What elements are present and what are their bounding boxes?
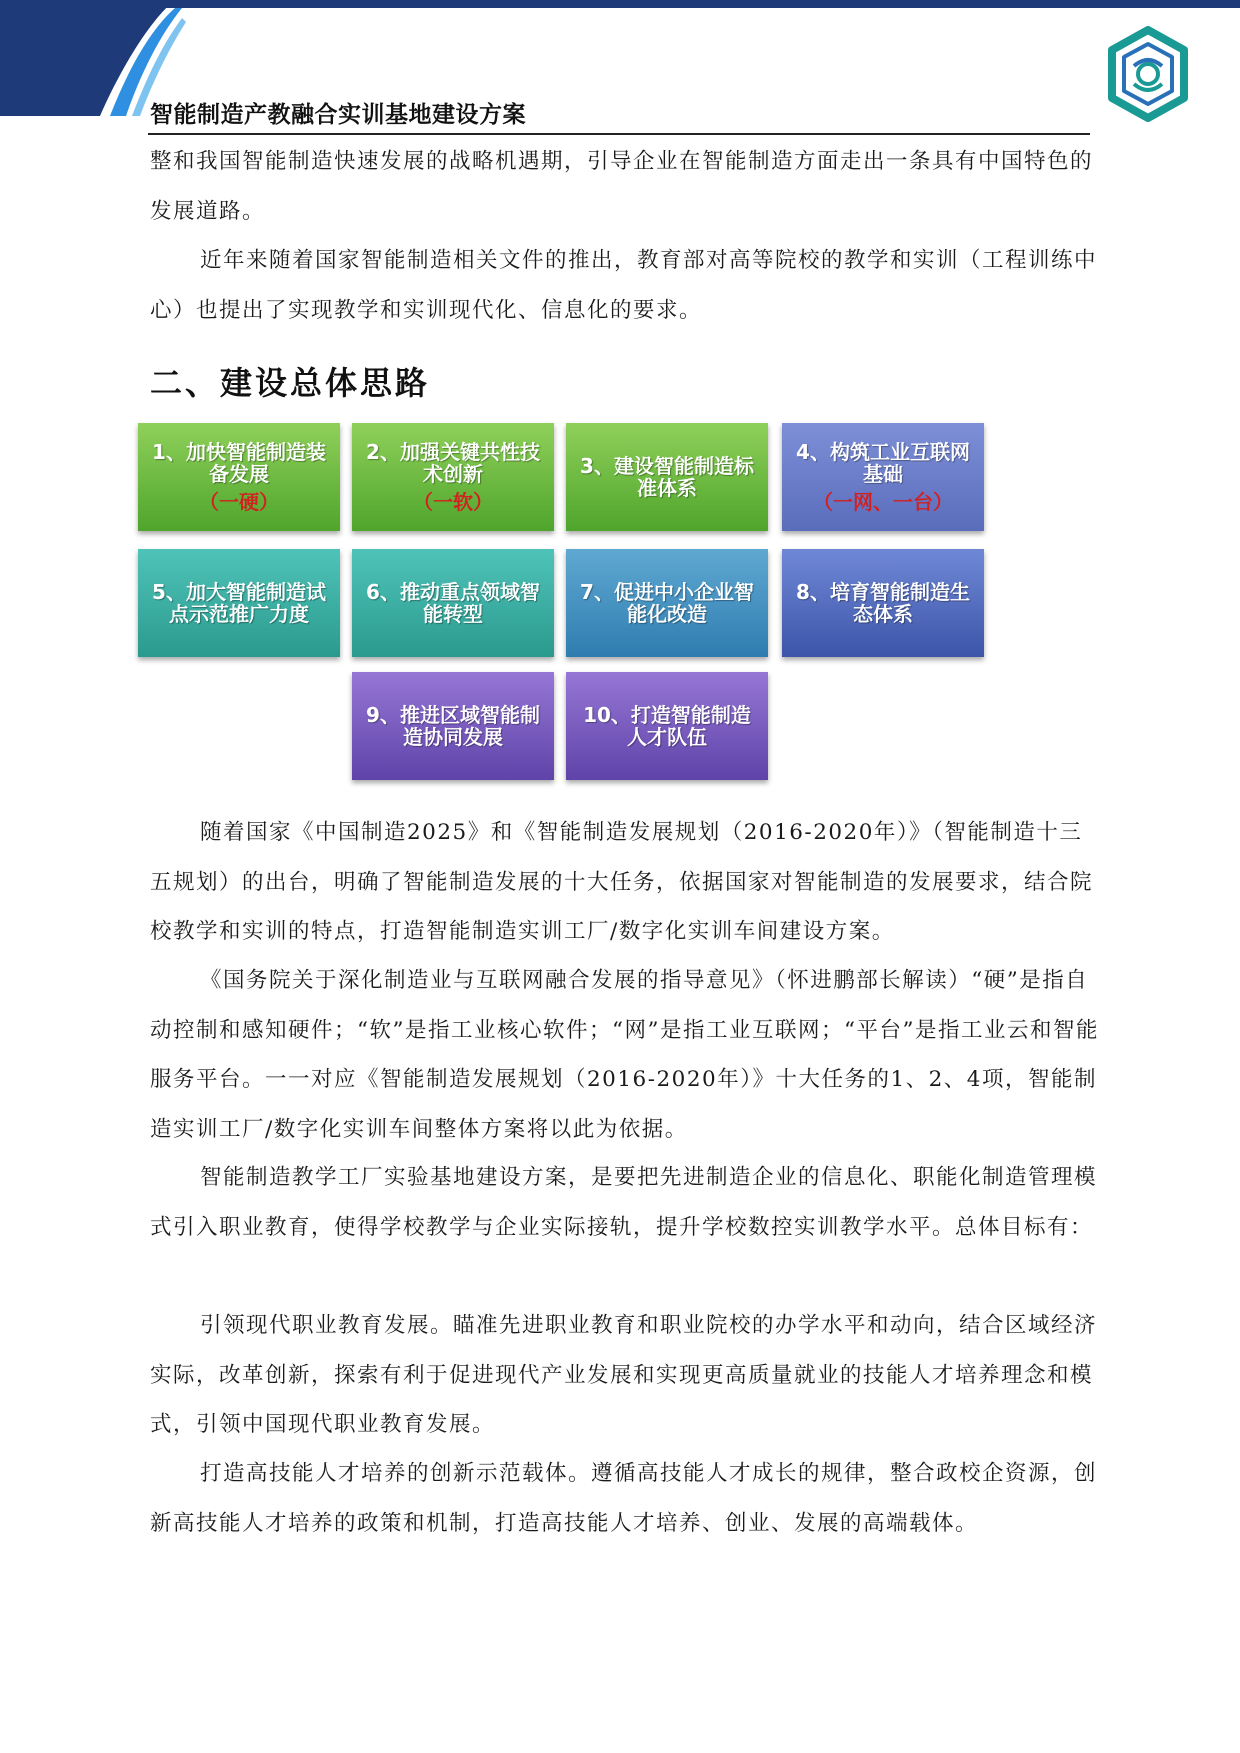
body-paragraph-3: 智能制造教学工厂实验基地建设方案，是要把先进制造企业的信息化、职能化制造管理模式引入职业教育，使得学校教学与企业实际接轨，提升学校数控实训教学水平。总体目标有：	[150, 1165, 1098, 1240]
task-tile-6	[352, 549, 554, 657]
task-tile-8	[782, 549, 984, 657]
task-tile-2	[352, 423, 554, 531]
task-sub-label: （一软）	[413, 490, 493, 514]
task-tile-4	[782, 423, 984, 531]
document-title: 智能制造产教融合实训基地建设方案	[150, 102, 526, 128]
body-paragraph-4: 引领现代职业教育发展。瞄准先进职业教育和职业院校的办学水平和动向，结合区域经济实际，改革创新，探索有利于促进现代产业发展和实现更高质量就业的技能人才培养理念和模式，引领中国现代职业教育发展。	[150, 1313, 1098, 1437]
school-emblem-icon	[1104, 26, 1192, 122]
task-label: 6、推动重点领域智能转型	[366, 580, 540, 626]
body-paragraph-5: 打造高技能人才培养的创新示范载体。遵循高技能人才成长的规律，整合政校企资源，创新高技能人才培养的政策和机制，打造高技能人才培养、创业、发展的高端载体。	[150, 1461, 1098, 1536]
task-tile-5	[138, 549, 340, 657]
task-label: 1、加快智能制造装备发展	[152, 440, 326, 486]
task-tile-10	[566, 672, 768, 780]
body-paragraph-2: 《国务院关于深化制造业与互联网融合发展的指导意见》（怀进鹏部长解读）“硬”是指自动控制和感知硬件；“软”是指工业核心软件；“网”是指工业互联网；“平台”是指工业云和智能服务平台。一一对应《智能制造发展规划（2016-2020年）》十大任务的1、2、4项，智能制造实训工厂/数字化实训车间整体方案将以此为依据。	[150, 968, 1099, 1142]
task-label: 8、培育智能制造生态体系	[796, 580, 970, 626]
task-label: 10、打造智能制造人才队伍	[583, 703, 751, 749]
task-grid	[136, 420, 1000, 792]
task-label: 7、促进中小企业智能化改造	[580, 580, 754, 626]
body-paragraph-1: 随着国家《中国制造2025》和《智能制造发展规划（2016-2020年）》（智能制造十三五规划）的出台，明确了智能制造发展的十大任务，依据国家对智能制造的发展要求，结合院校教学和实训的特点，打造智能制造实训工厂/数字化实训车间建设方案。	[150, 820, 1094, 944]
task-label: 2、加强关键共性技术创新	[366, 440, 540, 486]
section-heading: 二、建设总体思路	[150, 364, 431, 402]
intro-paragraph-1: 整和我国智能制造快速发展的战略机遇期，引导企业在智能制造方面走出一条具有中国特色的发展道路。	[150, 149, 1094, 224]
task-tile-3	[566, 423, 768, 531]
intro-paragraph-2: 近年来随着国家智能制造相关文件的推出，教育部对高等院校的教学和实训（工程训练中心）也提出了实现教学和实训现代化、信息化的要求。	[150, 248, 1098, 323]
task-label: 9、推进区域智能制造协同发展	[366, 703, 540, 749]
task-label: 5、加大智能制造试点示范推广力度	[152, 580, 326, 626]
task-sub-label: （一硬）	[199, 490, 279, 514]
task-label: 4、构筑工业互联网基础	[796, 440, 970, 486]
task-label: 3、建设智能制造标准体系	[580, 454, 754, 500]
task-tile-1	[138, 423, 340, 531]
task-tile-9	[352, 672, 554, 780]
task-sub-label: （一网、一台）	[813, 490, 953, 514]
task-tile-7	[566, 549, 768, 657]
header-divider	[148, 133, 1090, 135]
